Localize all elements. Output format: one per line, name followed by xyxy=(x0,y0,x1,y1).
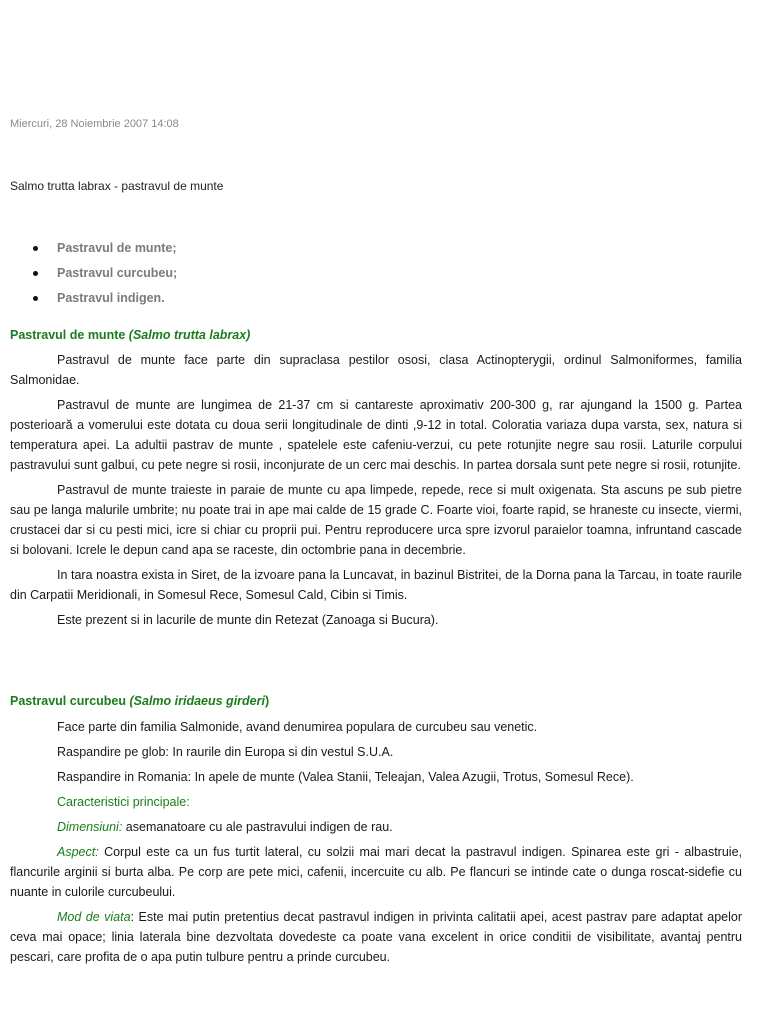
paragraph: Face parte din familia Salmonide, avand denumirea populara de curcubeu sau venetic. xyxy=(57,720,538,734)
toc-item[interactable] xyxy=(10,261,177,286)
aspect-label: Aspect: xyxy=(57,845,99,859)
paragraph: Este prezent si in lacurile de munte din Retezat (Zanoaga si Bucura). xyxy=(57,613,439,627)
section-heading-pastravul-curcubeu xyxy=(10,694,269,708)
paragraph xyxy=(10,907,742,967)
bullet-icon xyxy=(33,296,38,301)
toc-item[interactable] xyxy=(10,236,177,261)
paragraph: Raspandire in Romania: In apele de munte (Valea Stanii, Teleajan, Valea Azugii, Trotus, Somesul Rece). xyxy=(57,770,634,784)
lifestyle-text: : Este mai putin pretentius decat pastravul indigen in privinta calitatii apei, acest pastrav pare adaptat apelor ceva mai opace; linia laterala bine dezvoltata dovedeste ca poate vana excelent in orice conditii de visibilitate, avantaj pentru pescari, care profita de o apa putin tulbure pentru a prinde curcubeu. xyxy=(10,910,743,964)
paragraph xyxy=(10,817,742,837)
paragraph: Pastravul de munte face parte din supraclasa pestilor ososi, clasa Actinopterygii, ordinul Salmoniformes, familia Salmonidae. xyxy=(10,353,742,387)
article-subtitle: Salmo trutta labrax - pastravul de munte xyxy=(10,179,224,193)
toc-item-label[interactable]: Pastravul de munte; xyxy=(57,241,177,255)
paragraph: In tara noastra exista in Siret, de la izvoare pana la Luncavat, in bazinul Bistritei, de la Dorna pana la Tarcau, in toate raurile din Carpatii Meridionali, in Somesul Rece, Somesul Cald, Cibin si Timis. xyxy=(10,568,742,602)
dimensions-label: Dimensiuni: xyxy=(57,820,123,834)
paragraph xyxy=(10,842,742,902)
bullet-icon xyxy=(33,246,38,251)
toc-item-label[interactable]: Pastravul curcubeu; xyxy=(57,266,178,280)
characteristics-label: Caracteristici principale: xyxy=(57,795,190,809)
section-heading-text: Pastravul curcubeu xyxy=(10,694,130,708)
lifestyle-label: Mod de viata xyxy=(57,910,131,924)
section-heading-close: ) xyxy=(264,694,270,708)
paragraph: Pastravul de munte are lungimea de 21-37 cm si cantareste aproximativ 200-300 g, rar ajungand la 1500 g. Partea posterioară a vomerului este dotata cu doua serii longitudinale de dinti ,9-12 in total. Coloratia variaza dupa varsta, sex, natura si temperatura apei. La adultii pastrav de munte , spatelele este cafeniu-verzui, cu pete rotunjite negre sau rosii. Laturile corpului pastravului sunt galbui, cu pete negre si rosii, inconjurate de un cerc mai deschis. In partea dorsala sunt pete negre si rosii, rotunjite. xyxy=(10,398,742,472)
toc-item[interactable] xyxy=(10,286,177,311)
section-heading-latin: (Salmo trutta labrax) xyxy=(128,328,251,342)
section-heading-latin: (Salmo iridaeus girderi xyxy=(129,694,265,708)
table-of-contents xyxy=(10,236,177,311)
dimensions-text: asemanatoare cu ale pastravului indigen de rau. xyxy=(122,820,393,834)
section-heading-pastravul-de-munte xyxy=(10,328,250,342)
paragraph xyxy=(10,792,742,812)
paragraph: Pastravul de munte traieste in paraie de munte cu apa limpede, repede, rece si mult oxigenata. Sta ascuns pe sub pietre sau pe langa malurile umbrite; nu poate trai in ape mai calde de 15 grade C. Foarte vioi, foarte rapid, se hraneste cu insecte, viermi, crustacei dar si cu pesti mici, icre si chiar cu proprii pui. Pentru reproducere urca spre izvorul paraielor toamna, infruntand cascade si bolovani. Icrele le depun cand apa se raceste, din octombrie pana in decembrie. xyxy=(10,483,742,557)
paragraph: Raspandire pe glob: In raurile din Europa si din vestul S.U.A. xyxy=(57,745,394,759)
section-body-pastravul-curcubeu xyxy=(10,717,742,972)
article-date: Miercuri, 28 Noiembrie 2007 14:08 xyxy=(10,118,179,130)
bullet-icon xyxy=(33,271,38,276)
aspect-text: Corpul este ca un fus turtit lateral, cu solzii mai mari decat la pastravul indigen. Spinarea este gri - albastruie, flancurile arginii si burta alba. Pe corp are pete mici, cafenii, incercuite cu alb. Pe flancuri se intinde cate o dunga roscat-sidefie cu nuante in culorile curcubeului. xyxy=(10,845,742,899)
toc-item-label[interactable]: Pastravul indigen. xyxy=(57,291,165,305)
section-heading-text: Pastravul de munte xyxy=(10,328,129,342)
section-body-pastravul-de-munte xyxy=(10,350,742,635)
